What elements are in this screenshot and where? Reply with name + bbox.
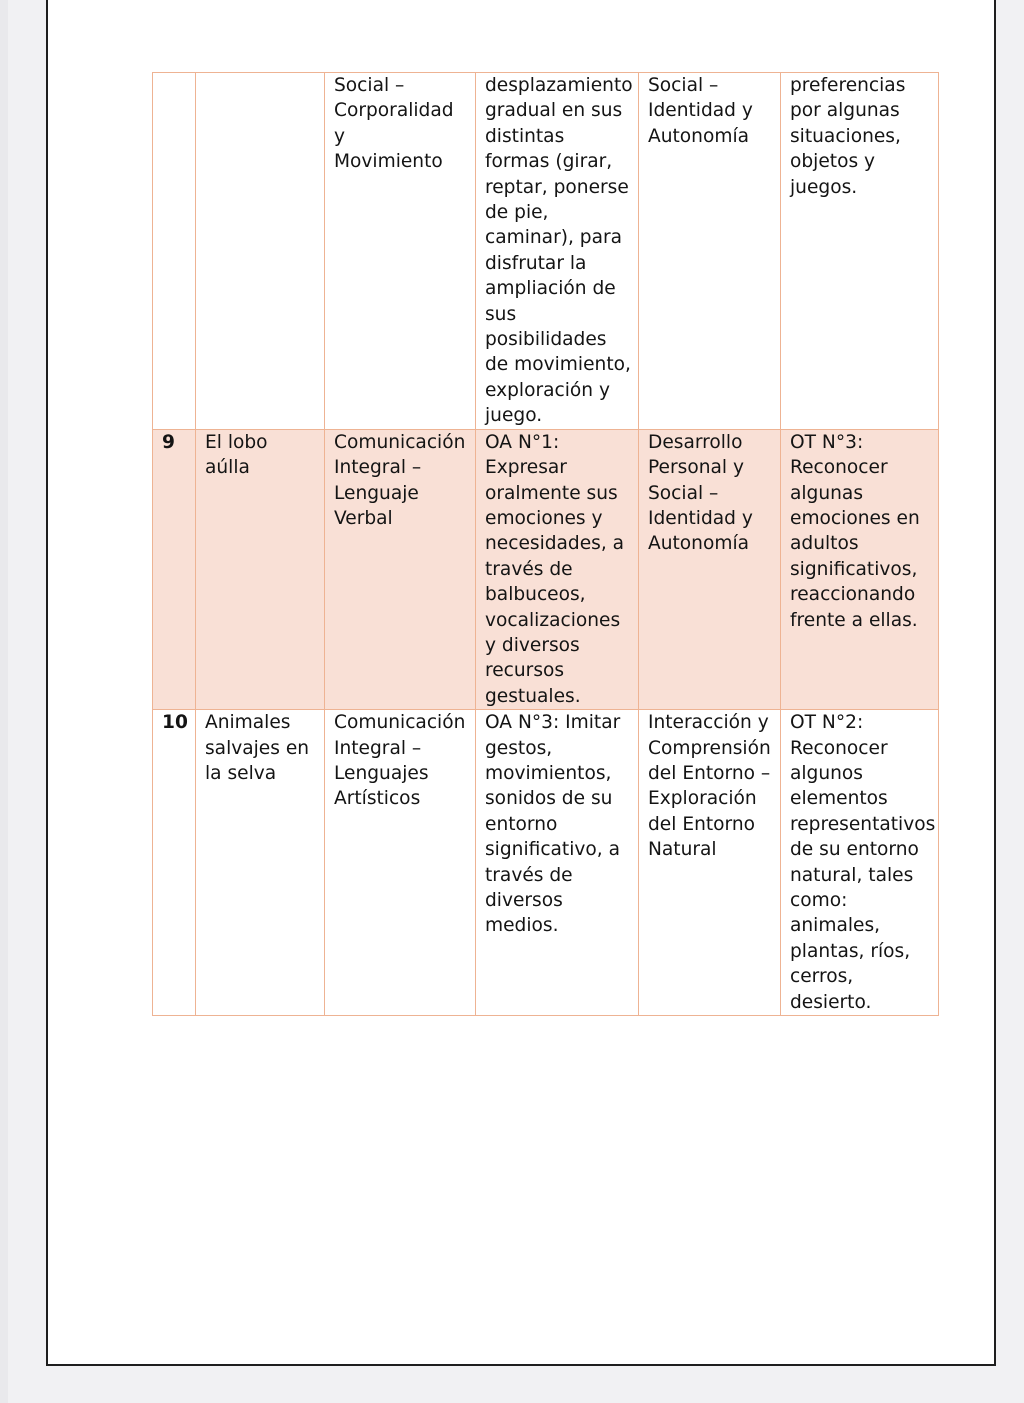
experience-title-cell — [196, 73, 325, 430]
transversal-objective-cell: OT N°3: Reconocer algunas emociones en adultos significativos, reaccionando frente a ellas. — [781, 429, 939, 709]
core-nucleus-cell: Social – Corporalidad y Movimiento — [325, 73, 476, 430]
learning-objective-cell: desplazamiento gradual en sus distintas formas (girar, reptar, ponerse de pie, caminar), para disfrutar la ampliación de sus posibilidades de movimiento, exploración y juego. — [476, 73, 639, 430]
document-page — [46, 0, 996, 1366]
experience-title-cell: El lobo aúlla — [196, 429, 325, 709]
experience-number-cell: 9 — [153, 429, 196, 709]
table-row — [153, 710, 939, 1016]
core-nucleus-cell: Comunicación Integral – Lenguajes Artísticos — [325, 710, 476, 1016]
transversal-nucleus-cell: Interacción y Comprensión del Entorno – Exploración del Entorno Natural — [639, 710, 781, 1016]
transversal-objective-cell: preferencias por algunas situaciones, objetos y juegos. — [781, 73, 939, 430]
core-nucleus-cell: Comunicación Integral – Lenguaje Verbal — [325, 429, 476, 709]
transversal-nucleus-cell: Desarrollo Personal y Social – Identidad y Autonomía — [639, 429, 781, 709]
transversal-nucleus-cell: Social – Identidad y Autonomía — [639, 73, 781, 430]
table-row — [153, 73, 939, 430]
planning-table — [152, 72, 939, 1016]
learning-objective-cell: OA N°1: Expresar oralmente sus emociones y necesidades, a través de balbuceos, vocalizaciones y diversos recursos gestuales. — [476, 429, 639, 709]
experience-title-cell: Animales salvajes en la selva — [196, 710, 325, 1016]
experience-number-cell — [153, 73, 196, 430]
viewer-left-strip — [0, 0, 8, 1403]
experience-number-cell: 10 — [153, 710, 196, 1016]
transversal-objective-cell: OT N°2: Reconocer algunos elementos representativos de su entorno natural, tales como: animales, plantas, ríos, cerros, desierto. — [781, 710, 939, 1016]
table-row — [153, 429, 939, 709]
learning-objective-cell: OA N°3: Imitar gestos, movimientos, sonidos de su entorno significativo, a través de diversos medios. — [476, 710, 639, 1016]
